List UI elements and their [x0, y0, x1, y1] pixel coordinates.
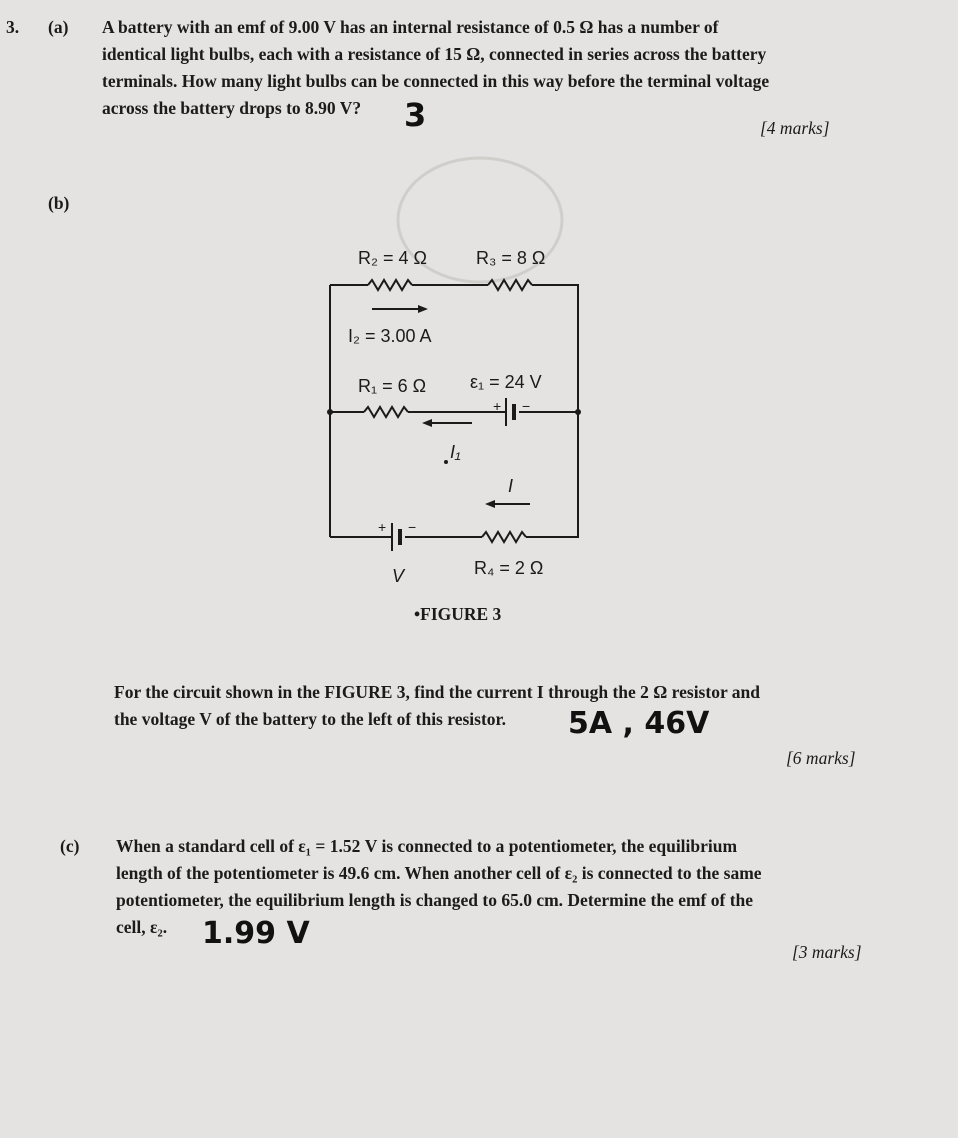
part-c-line-2: length of the potentiometer is 49.6 cm. When another cell of ε₂ is connected to the same — [116, 863, 762, 883]
junction-right — [575, 409, 581, 415]
part-b-line-1: For the circuit shown in the FIGURE 3, find the current I through the 2 Ω resistor and — [114, 682, 760, 702]
r1-label: R₁ = 6 Ω — [358, 376, 427, 396]
i2-label: I₂ = 3.00 A — [348, 326, 432, 346]
e1-minus: − — [522, 398, 531, 414]
resistor-r4 — [482, 532, 526, 542]
part-a-text — [102, 14, 862, 122]
figure-caption: •FIGURE 3 — [414, 604, 502, 624]
part-c-label: (c) — [60, 836, 80, 856]
e1-plus: + — [493, 398, 502, 414]
r3-label: R₃ = 8 Ω — [476, 248, 546, 268]
part-a-line-3: terminals. How many light bulbs can be connected in this way before the terminal voltage — [102, 71, 770, 91]
question-number: 3. — [6, 17, 20, 37]
battery-v — [392, 523, 400, 551]
part-c-line-3: potentiometer, the equilibrium length is changed to 65.0 cm. Determine the emf of the — [116, 890, 754, 910]
part-a-line-2: identical light bulbs, each with a resistance of 15 Ω, connected in series across the battery — [102, 44, 767, 64]
part-c-line-1: When a standard cell of ε₁ = 1.52 V is connected to a potentiometer, the equilibrium — [116, 836, 738, 856]
part-b-line-2: the voltage V of the battery to the left of this resistor. — [114, 709, 507, 729]
r2-label: R₂ = 4 Ω — [358, 248, 427, 268]
part-a-handwritten-answer: 3 — [404, 96, 427, 134]
v-minus: − — [408, 519, 417, 535]
part-b-handwritten-answer: 5A , 46V — [568, 706, 710, 741]
part-a-marks: [4 marks] — [760, 118, 830, 138]
junction-left — [327, 409, 333, 415]
part-a-line-1: A battery with an emf of 9.00 V has an internal resistance of 0.5 Ω has a number of — [102, 17, 719, 37]
resistor-r3 — [488, 280, 532, 290]
battery-e1 — [506, 398, 514, 426]
stray-dot — [444, 460, 448, 464]
v-label: V — [392, 566, 405, 586]
circuit-wires — [330, 280, 578, 542]
i-label: I — [508, 476, 514, 496]
resistor-r1 — [364, 407, 408, 417]
resistor-r2 — [368, 280, 412, 290]
part-b-marks: [6 marks] — [786, 748, 856, 768]
part-b-text — [114, 679, 904, 733]
part-a-line-4: across the battery drops to 8.90 V? — [102, 98, 362, 118]
circuit-diagram — [300, 230, 620, 600]
i1-label: I₁ — [450, 442, 461, 462]
part-c-handwritten-answer: 1.99 V — [202, 916, 310, 951]
part-a-label: (a) — [48, 17, 69, 37]
v-plus: + — [378, 519, 387, 535]
part-c-line-4: cell, ε₂. — [116, 917, 168, 937]
r4-label: R₄ = 2 Ω — [474, 558, 544, 578]
part-b-label: (b) — [48, 193, 70, 213]
part-c-marks: [3 marks] — [792, 942, 862, 962]
e1-label: ε₁ = 24 V — [470, 372, 542, 392]
